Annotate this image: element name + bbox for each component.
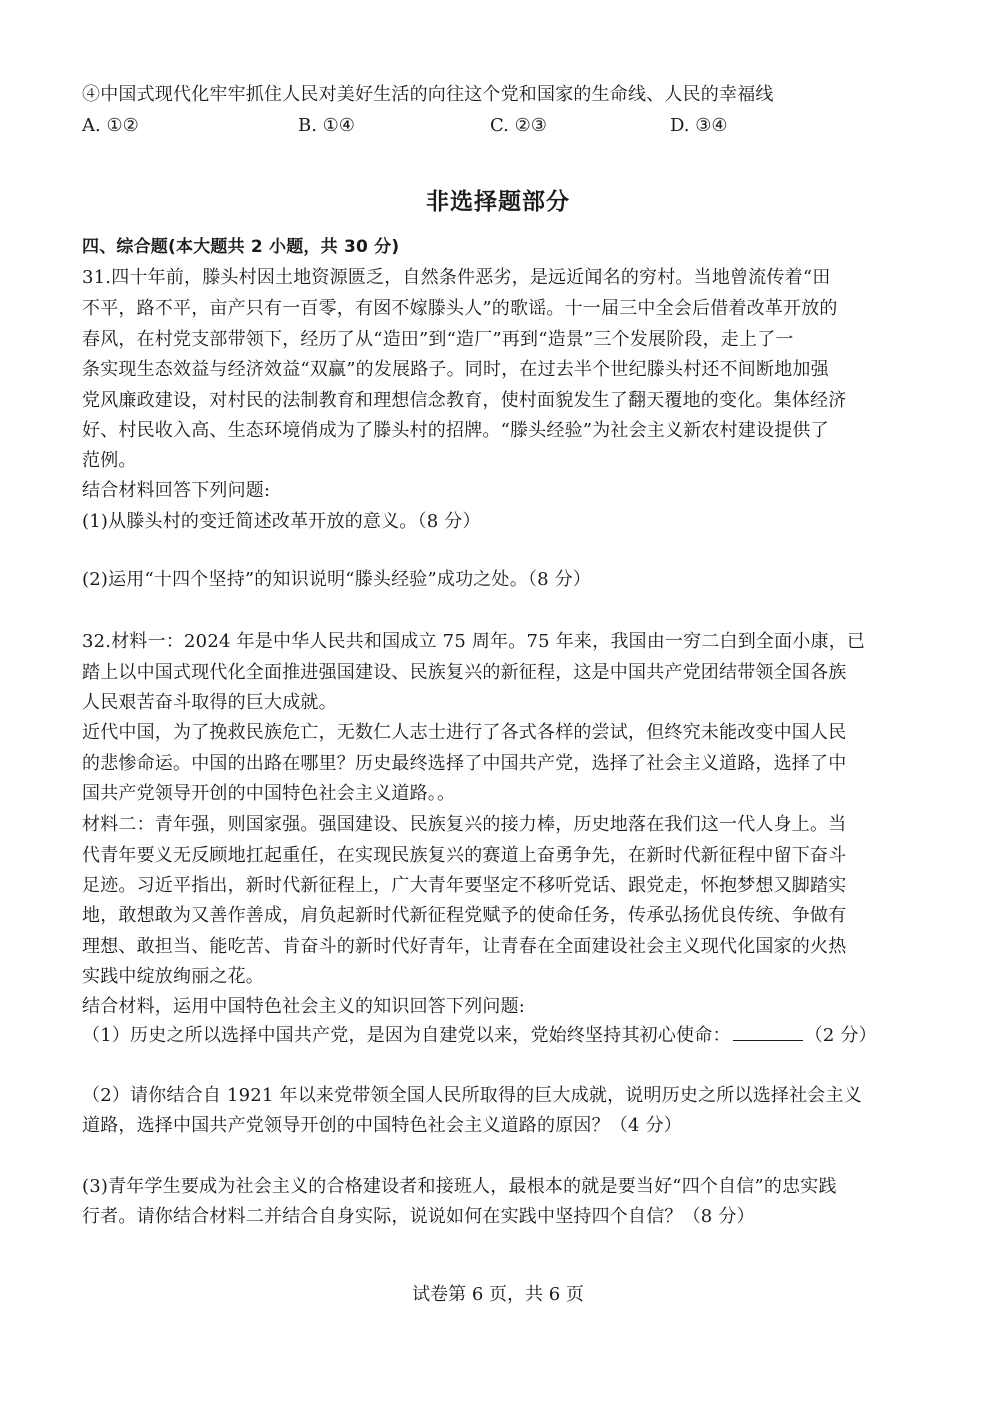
q31-prompt: 结合材料回答下列问题: — [82, 480, 271, 501]
q32-sub3-line: (3)青年学生要成为社会主义的合格建设者和接班人，最根本的就是要当好“四个自信”的忠实践 — [82, 1176, 837, 1197]
section-heading: 四、综合题(本大题共 2 小题，共 30 分) — [82, 237, 400, 257]
q32-material2-line: 足迹。习近平指出，新时代新征程上，广大青年要坚定不移听党话、跟党走，怀抱梦想又脚踏实 — [82, 875, 847, 896]
q32-sub-question-1 — [82, 1021, 877, 1051]
q32-material1-line: 人民艰苦奋斗取得的巨大成就。 — [82, 692, 337, 713]
q32-material2-line: 理想、敢担当、能吃苦、肯奋斗的新时代好青年，让青春在全面建设社会主义现代化国家的火热 — [82, 936, 847, 957]
statement-4: ④中国式现代化牢牢抓住人民对美好生活的向往这个党和国家的生命线、人民的幸福线 — [82, 84, 774, 105]
q32-material1-line: 的悲惨命运。中国的出路在哪里？历史最终选择了中国共产党，选择了社会主义道路，选择了中 — [82, 753, 847, 774]
q31-line: 条实现生态效益与经济效益“双赢”的发展路子。同时，在过去半个世纪滕头村还不间断地加强 — [82, 359, 829, 380]
option-d: D. ③④ — [670, 115, 728, 136]
q32-sub1-text: （1）历史之所以选择中国共产党，是因为自建党以来，党始终坚持其初心使命： — [82, 1025, 731, 1046]
option-a: A. ①② — [82, 115, 139, 136]
q32-material2-line: 材料二：青年强，则国家强。强国建设、民族复兴的接力棒，历史地落在我们这一代人身上。当 — [82, 814, 847, 835]
option-b: B. ①④ — [298, 115, 355, 136]
q31-line: 党风廉政建设，对村民的法制教育和理想信念教育，使村面貌发生了翻天覆地的变化。集体经济 — [82, 390, 847, 411]
q32-material1-line: 国共产党领导开创的中国特色社会主义道路。。 — [82, 783, 456, 804]
q32-prompt: 结合材料，运用中国特色社会主义的知识回答下列问题: — [82, 996, 526, 1017]
q32-material2-line: 实践中绽放绚丽之花。 — [82, 966, 264, 987]
q31-line: 不平，路不平，亩产只有一百零，有囡不嫁滕头人”的歌谣。十一届三中全会后借着改革开放的 — [82, 298, 838, 319]
q32-sub2-line: （2）请你结合自 1921 年以来党带领全国人民所取得的巨大成就，说明历史之所以选择社会主义 — [82, 1085, 862, 1106]
answer-blank[interactable] — [733, 1022, 803, 1041]
q31-line: 春风，在村党支部带领下，经历了从“造田”到“造厂”再到“造景”三个发展阶段，走上了一 — [82, 329, 794, 350]
answer-options — [82, 111, 782, 141]
q32-sub1-score: （2 分） — [804, 1025, 877, 1046]
q32-material2-line: 地，敢想敢为又善作善成，肩负起新时代新征程党赋予的使命任务，传承弘扬优良传统、争做有 — [82, 905, 847, 926]
q32-material1-line: 32.材料一：2024 年是中华人民共和国成立 75 周年。75 年来，我国由一穷二白到全面小康，已 — [82, 631, 866, 652]
q32-material1-line: 踏上以中国式现代化全面推进强国建设、民族复兴的新征程，这是中国共产党团结带领全国各族 — [82, 662, 847, 683]
q32-sub2-line: 道路，选择中国共产党领导开创的中国特色社会主义道路的原因？（4 分） — [82, 1115, 682, 1136]
q31-line: 31.四十年前，滕头村因土地资源匮乏，自然条件恶劣，是远近闻名的穷村。当地曾流传着“田 — [82, 267, 831, 288]
q32-material1-line: 近代中国，为了挽救民族危亡，无数仁人志士进行了各式各样的尝试，但终究未能改变中国人民 — [82, 722, 847, 743]
q31-sub-question-2: (2)运用“十四个坚持”的知识说明“滕头经验”成功之处。（8 分） — [82, 569, 592, 590]
section-title: 非选择题部分 — [426, 189, 570, 215]
q32-sub3-line: 行者。请你结合材料二并结合自身实际，说说如何在实践中坚持四个自信？（8 分） — [82, 1206, 755, 1227]
q31-line: 范例。 — [82, 450, 137, 471]
q31-sub-question-1: (1)从滕头村的变迁简述改革开放的意义。（8 分） — [82, 511, 481, 532]
page-footer: 试卷第 6 页，共 6 页 — [412, 1284, 584, 1305]
option-c: C. ②③ — [490, 115, 547, 136]
q31-line: 好、村民收入高、生态环境俏成为了滕头村的招牌。“滕头经验”为社会主义新农村建设提供了 — [82, 420, 829, 441]
q32-material2-line: 代青年要义无反顾地扛起重任，在实现民族复兴的赛道上奋勇争先，在新时代新征程中留下奋斗 — [82, 845, 847, 866]
